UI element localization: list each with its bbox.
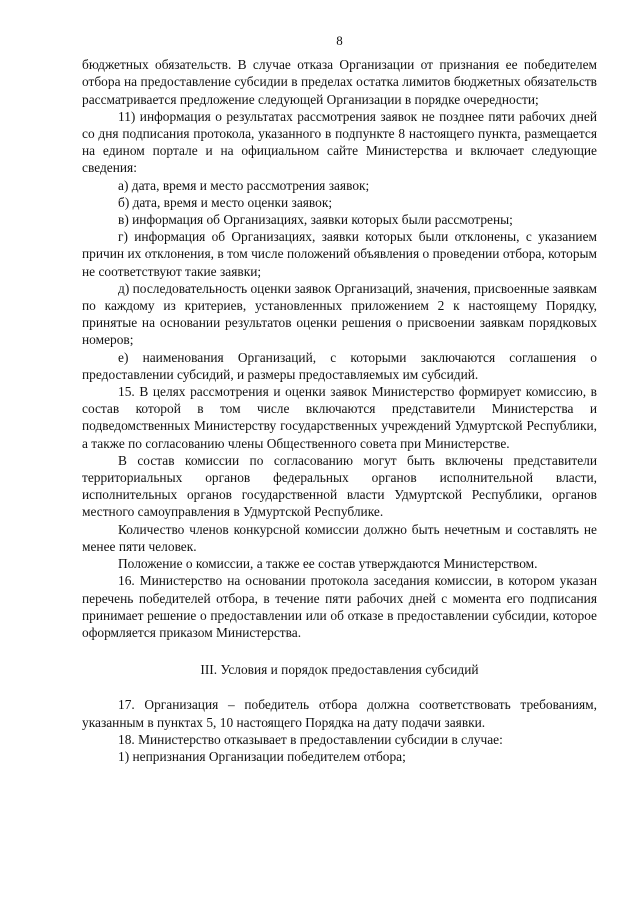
document-page [82, 32, 597, 765]
paragraph: д) последовательность оценки заявок Организаций, значения, присвоенные заявкам по каждому из критериев, установленных приложением 2 к настоящему Порядку, принятые на основании результатов оценки решения о присвоении заявкам порядковых номеров; [82, 280, 597, 348]
paragraph: е) наименования Организаций, с которыми заключаются соглашения о предоставлении субсидий, и размеры предоставляемых им субсидий. [82, 349, 597, 382]
paragraph: Положение о комиссии, а также ее состав утверждаются Министерством. [118, 556, 538, 572]
text-block-after-heading [82, 696, 597, 765]
paragraph: в) информация об Организациях, заявки которых были рассмотрены; [118, 212, 513, 228]
paragraph: Количество членов конкурсной комиссии должно быть нечетным и составлять не менее пяти человек. [82, 521, 597, 554]
paragraph: г) информация об Организациях, заявки которых были отклонены, с указанием причин их отклонения, в том числе положений объявления о проведении отбора, которым не соответствуют такие заявки; [82, 229, 597, 279]
paragraph: 17. Организация – победитель отбора должна соответствовать требованиям, указанным в пунктах 5, 10 настоящего Порядка на дату подачи заявки. [82, 697, 597, 730]
paragraph: 16. Министерство на основании протокола заседания комиссии, в котором указан перечень победителей отбора, в течение пяти рабочих дней с момента его подписания принимает решение о предоставлении или об отказе в предоставлении субсидии, которое оформляется приказом Министерства. [82, 573, 597, 640]
section-heading: III. Условия и порядок предоставления субсидий [200, 662, 479, 678]
paragraph: 15. В целях рассмотрения и оценки заявок Министерство формирует комиссию, в состав которой в том числе включаются представители Министерства и подведомственных Министерству государственных учреждений Удмуртской Республики, а также по согласованию члены Общественного совета при Министерстве. [82, 384, 597, 451]
text-block-before-heading [82, 56, 597, 641]
paragraph: б) дата, время и место оценки заявок; [118, 194, 333, 210]
paragraph: а) дата, время и место рассмотрения заявок; [118, 177, 370, 193]
paragraph: 18. Министерство отказывает в предоставлении субсидии в случае: [118, 731, 503, 747]
paragraph: В состав комиссии по согласованию могут быть включены представители территориальных органов федеральных органов исполнительной власти, исполнительных органов государственной власти Удмуртской Республики, органов местного самоуправления в Удмуртской Республике. [82, 452, 597, 520]
paragraph: 11) информация о результатах рассмотрения заявок не позднее пяти рабочих дней со дня подписания протокола, указанного в подпункте 8 настоящего пункта, размещается на едином портале и на официальном сайте Министерства и включает следующие сведения: [82, 108, 597, 176]
page-number: 8 [336, 33, 343, 48]
paragraph: 1) непризнания Организации победителем отбора; [118, 748, 406, 764]
paragraph: бюджетных обязательств. В случае отказа Организации от признания ее победителем отбора на предоставление субсидии в пределах остатка лимитов бюджетных обязательств рассматривается предложение следующей Организации в порядке очередности; [82, 57, 597, 107]
